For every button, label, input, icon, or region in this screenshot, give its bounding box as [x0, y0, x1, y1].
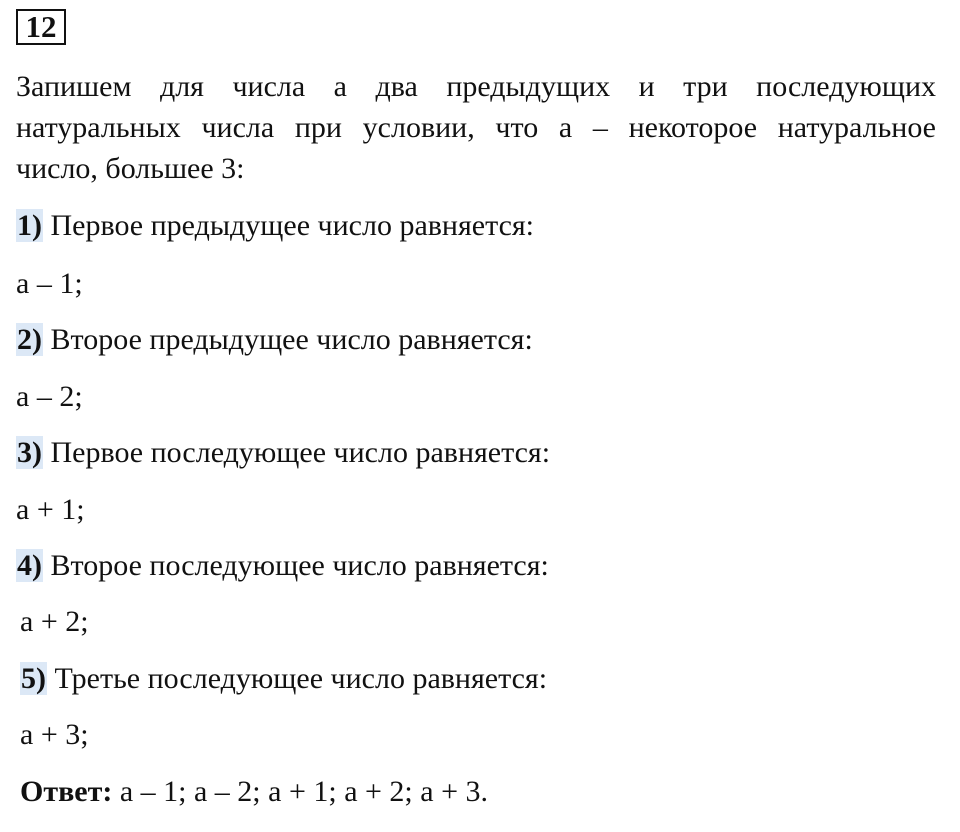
step-5-expression: а + 3;: [20, 718, 89, 751]
answer-label: Ответ:: [20, 775, 113, 808]
step-2: [16, 320, 533, 360]
step-5: [20, 659, 547, 699]
step-4-number: 4): [17, 549, 42, 582]
intro-line-2: натуральных числа при условии, что а – некоторое натуральное: [16, 111, 936, 144]
step-4: [16, 546, 549, 586]
answer-text: а – 1; а – 2; а + 1; а + 2; а + 3.: [112, 775, 489, 808]
step-3-expression: а + 1;: [16, 493, 85, 526]
answer-line: [20, 772, 488, 812]
task-number-box: 12: [16, 9, 66, 45]
step-2-expression: а – 2;: [16, 380, 83, 413]
step-1-expression: а – 1;: [16, 267, 83, 300]
step-4-text: Второе последующее число равняется:: [43, 549, 549, 582]
step-1: [16, 206, 534, 246]
intro-line-1: Запишем для числа а два предыдущих и три последующих: [16, 70, 936, 103]
step-3-number: 3): [17, 436, 42, 469]
step-3-text: Первое последующее число равняется:: [43, 436, 551, 469]
step-5-number: 5): [21, 662, 46, 695]
intro-line-3: число, большее 3:: [16, 152, 245, 185]
step-2-text: Второе предыдущее число равняется:: [43, 323, 533, 356]
step-1-text: Первое предыдущее число равняется:: [43, 209, 535, 242]
step-3: [16, 433, 550, 473]
intro-paragraph: [16, 66, 936, 189]
step-4-expression: а + 2;: [20, 605, 89, 638]
step-1-number: 1): [17, 209, 42, 242]
step-5-text: Третье последующее число равняется:: [47, 662, 548, 695]
step-2-number: 2): [17, 323, 42, 356]
